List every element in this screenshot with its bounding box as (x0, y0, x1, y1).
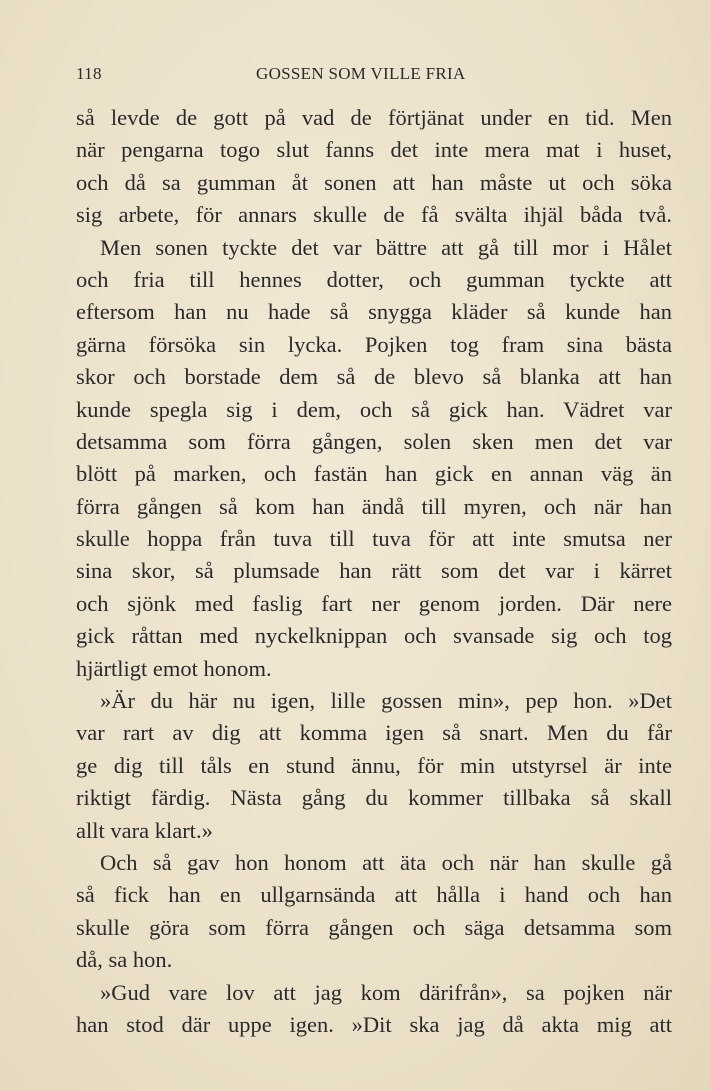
text-line: Och så gav hon honom att äta och när han skulle gå (100, 849, 672, 875)
running-head: GOSSEN SOM VILLE FRIA (256, 64, 466, 83)
text-line: så levde de gott på vad de förtjänat under en tid. Men (76, 105, 672, 130)
text-line: riktigt färdig. Nästa gång du kommer tillbaka så skall (76, 785, 672, 811)
text-line: ge dig till tåls en stund ännu, för min utstyrsel är inte (76, 752, 672, 778)
text-line: gärna försöka sin lycka. Pojken tog fram sina bästa (76, 331, 672, 357)
text-line: kunde spegla sig i dem, och så gick han. Vädret var (76, 396, 672, 422)
text-line: sina skor, så plumsade han rätt som det var i kärret (76, 558, 672, 584)
text-line: och fria till hennes dotter, och gumman tyckte att (76, 266, 672, 292)
text-line: gick råttan med nyckelknippan och svansade sig och tog (76, 623, 672, 649)
text-line: detsamma som förra gången, solen sken men det var (76, 428, 672, 454)
body-text (76, 102, 672, 1041)
page-number: 118 (76, 64, 102, 83)
text-line: allt vara klart.» (76, 817, 213, 843)
text-line: skor och borstade dem så de blevo så blanka att han (76, 364, 672, 390)
text-line: han stod där uppe igen. »Dit ska jag då akta mig att (76, 1011, 672, 1037)
text-line: skulle göra som förra gången och säga detsamma som (76, 914, 672, 940)
text-line: Men sonen tyckte det var bättre att gå till mor i Hålet (100, 234, 672, 260)
text-line: »Gud vare lov att jag kom därifrån», sa pojken när (100, 979, 672, 1005)
text-line: sig arbete, för annars skulle de få svälta ihjäl båda två. (76, 202, 672, 228)
text-line: och då sa gumman åt sonen att han måste ut och söka (76, 169, 672, 195)
page-header (76, 64, 672, 88)
text-line: när pengarna togo slut fanns det inte mera mat i huset, (76, 137, 672, 163)
text-line: förra gången så kom han ändå till myren, och när han (76, 493, 672, 519)
text-line: var rart av dig att komma igen så snart. Men du får (76, 720, 672, 746)
text-line: blött på marken, och fastän han gick en annan väg än (76, 461, 672, 487)
text-line: eftersom han nu hade så snygga kläder så kunde han (76, 299, 672, 325)
text-line: då, sa hon. (76, 947, 173, 973)
text-line: och sjönk med faslig fart ner genom jorden. Där nere (76, 590, 672, 616)
text-line: »Är du här nu igen, lille gossen min», pep hon. »Det (100, 688, 672, 714)
text-line: så fick han en ullgarnsända att hålla i hand och han (76, 882, 672, 908)
text-line: hjärtligt emot honom. (76, 655, 272, 681)
text-line: skulle hoppa från tuva till tuva för att inte smutsa ner (76, 526, 672, 552)
